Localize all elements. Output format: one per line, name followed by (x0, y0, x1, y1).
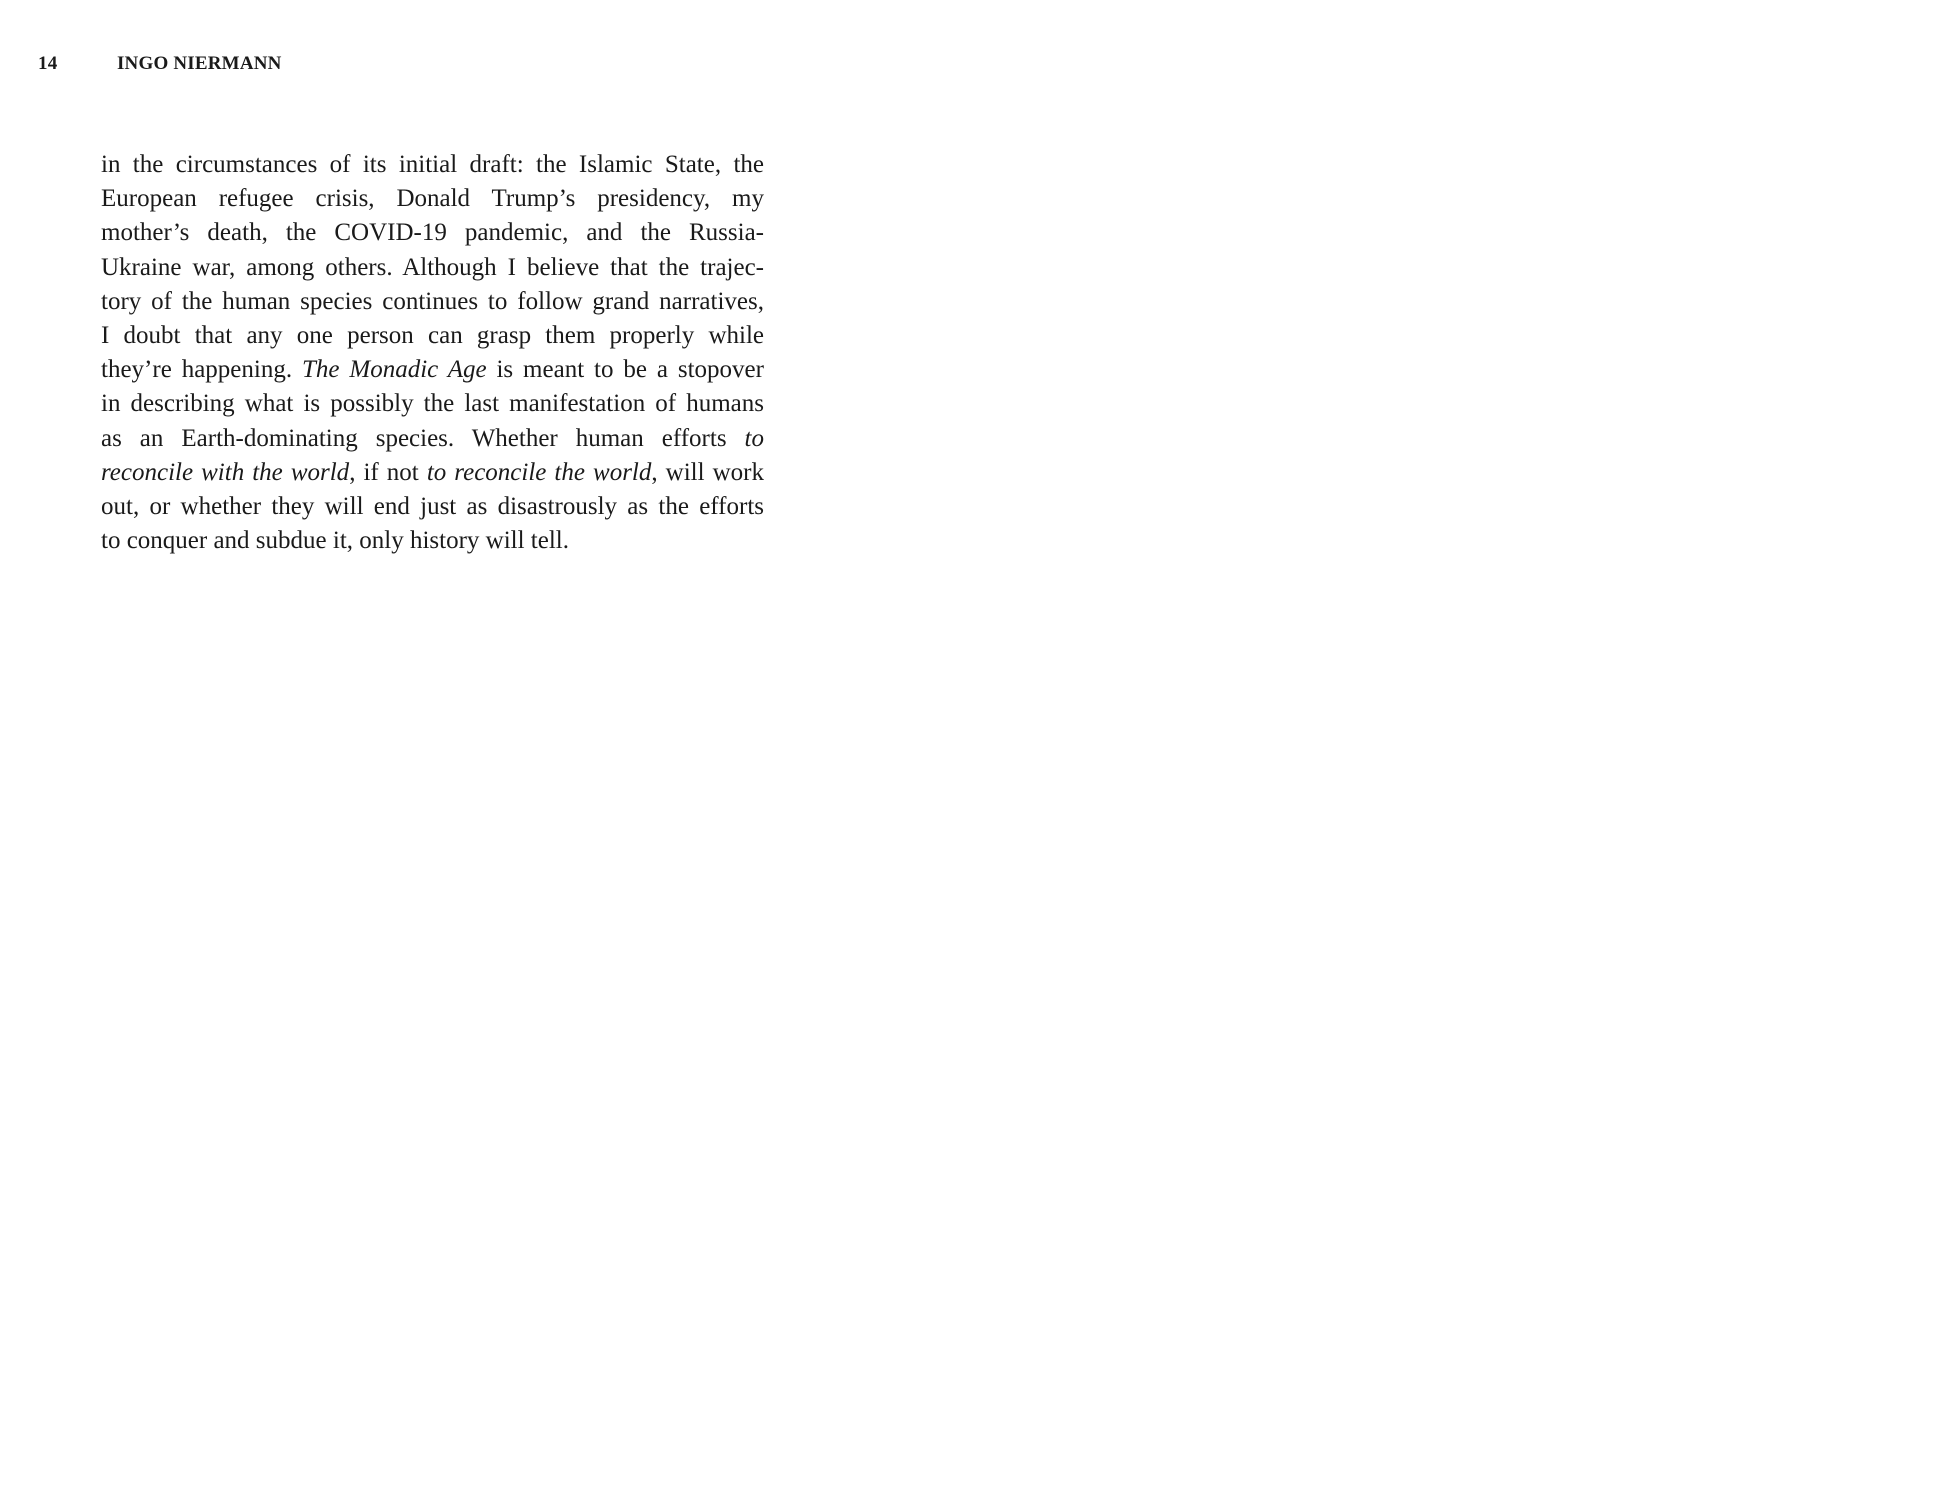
text-line (101, 456, 764, 490)
text-line (101, 353, 764, 387)
page-number: 14 (38, 53, 58, 74)
italic-text: reconcile with the world (101, 458, 350, 486)
text-line (101, 182, 764, 216)
text-run: out, or whether they will end just as disastrously as the efforts (101, 493, 764, 521)
italic-text: to (744, 424, 764, 452)
text-run: to conquer and subdue it, only history will tell. (101, 527, 569, 555)
text-line (101, 148, 764, 182)
running-header-author: INGO NIERMANN (116, 53, 282, 74)
text-run: in describing what is possibly the last manifestation of humans (101, 390, 764, 418)
text-run: they’re happening. (101, 356, 302, 384)
text-run: I doubt that any one person can grasp them properly while (101, 322, 764, 350)
text-run: , will work (651, 458, 764, 486)
italic-text: to reconcile the world (426, 458, 652, 486)
text-line (101, 319, 764, 353)
text-run: is meant to be a stopover (486, 356, 764, 384)
body-paragraph (101, 148, 764, 558)
text-line (101, 422, 764, 456)
text-run: European refugee crisis, Donald Trump’s presidency, my (101, 185, 764, 213)
text-run: Ukraine war, among others. Although I believe that the trajec- (101, 253, 764, 281)
text-run: tory of the human species continues to follow grand narratives, (101, 287, 764, 315)
text-line (101, 524, 764, 558)
text-line (101, 216, 764, 250)
italic-text: The Monadic Age (301, 356, 487, 384)
text-line (101, 387, 764, 421)
running-header (38, 54, 282, 73)
text-run: mother’s death, the COVID-19 pandemic, and the Russia- (101, 219, 764, 247)
text-line (101, 251, 764, 285)
text-line (101, 285, 764, 319)
text-line (101, 490, 764, 524)
text-run: as an Earth-dominating species. Whether human efforts (101, 424, 745, 452)
text-run: in the circumstances of its initial draft: the Islamic State, the (101, 151, 764, 178)
text-run: , if not (349, 458, 427, 486)
